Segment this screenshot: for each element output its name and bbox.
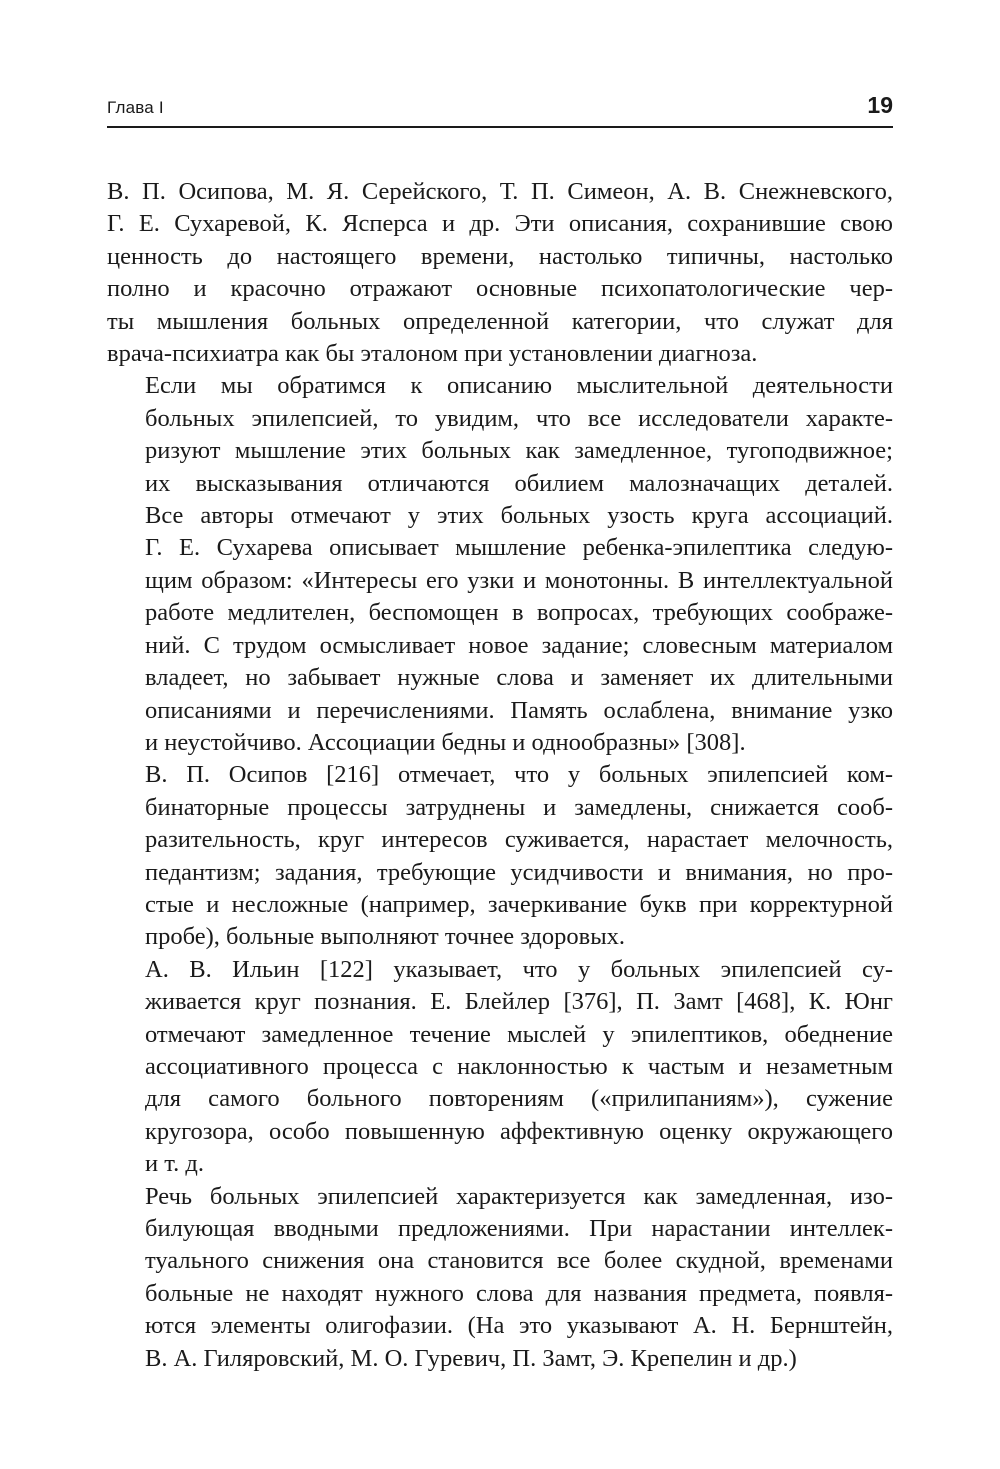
text-line: щим образом: «Интересы его узки и монотонны. В интеллектуальной: [145, 566, 893, 594]
text-line: В. П. Осипова, М. Я. Серейского, Т. П. Симеон, А. В. Снежневского,: [107, 178, 893, 205]
text-line: работе медлителен, беспомощен в вопросах, требующих соображе-: [145, 599, 893, 627]
page-number: 19: [867, 92, 893, 118]
paragraph: [107, 1181, 893, 1375]
paragraph: [107, 176, 893, 370]
text-line: ний. С трудом осмысливает новое задание; словесным материалом: [145, 631, 893, 659]
text-line: отмечают замедленное течение мыслей у эпилептиков, обеднение: [145, 1020, 893, 1048]
text-line: бинаторные процессы затруднены и замедлены, снижается сооб-: [145, 793, 893, 821]
text-line: живается круг познания. Е. Блейлер [376], П. Замт [468], К. Юнг: [145, 988, 893, 1016]
text-line: больных эпилепсией, то увидим, что все исследователи характе-: [145, 404, 893, 432]
text-line: полно и красочно отражают основные психопатологические чер-: [107, 275, 893, 303]
text-line: А. В. Ильин [122] указывает, что у больных эпилепсией су-: [145, 955, 893, 983]
text-line: билующая вводными предложениями. При нарастании интеллек-: [145, 1215, 893, 1242]
paragraph: [107, 954, 893, 1181]
paragraph: [107, 370, 893, 759]
text-line: Речь больных эпилепсией характеризуется как замедленная, изо-: [145, 1182, 893, 1210]
text-line: стые и несложные (например, зачеркивание букв при корректурной: [145, 890, 893, 918]
text-line: для самого больного повторениям («прилипаниям»), сужение: [145, 1085, 893, 1113]
running-header: [107, 90, 893, 128]
text-line: Все авторы отмечают у этих больных узость круга ассоциаций.: [145, 502, 893, 530]
text-line: их высказывания отличаются обилием малозначащих деталей.: [145, 469, 893, 497]
text-line: педантизм; задания, требующие усидчивости и внимания, но про-: [145, 858, 893, 886]
text-line: описаниями и перечислениями. Память ослаблена, внимание узко: [145, 696, 893, 724]
book-page: [107, 90, 893, 1375]
text-line: Г. Е. Сухарева описывает мышление ребенка-эпилептика следую-: [145, 534, 893, 562]
paragraph: [107, 759, 893, 953]
text-line: В. П. Осипов [216] отмечает, что у больных эпилепсией ком-: [145, 761, 893, 789]
text-line: Г. Е. Сухаревой, К. Ясперса и др. Эти описания, сохранившие свою: [107, 210, 893, 238]
text-line: разительность, круг интересов суживается, нарастает мелочность,: [145, 826, 893, 854]
text-line: и т. д.: [145, 1150, 204, 1178]
text-line: врача-психиатра как бы эталоном при установлении диагноза.: [107, 340, 758, 368]
text-line: ризуют мышление этих больных как замедленное, тугоподвижное;: [145, 437, 893, 465]
text-line: Если мы обратимся к описанию мыслительной деятельности: [145, 372, 893, 400]
chapter-title: Глава I: [107, 98, 164, 117]
text-line: ценность до настоящего времени, настолько типичны, настолько: [107, 242, 893, 270]
body-text: [107, 176, 893, 1375]
text-line: больные не находят нужного слова для названия предмета, появля-: [145, 1279, 893, 1307]
text-line: ются элементы олигофазии. (На это указывают А. Н. Бернштейн,: [145, 1312, 893, 1340]
text-line: туального снижения она становится все более скудной, временами: [145, 1247, 893, 1275]
text-line: пробе), больные выполняют точнее здоровых.: [145, 923, 626, 951]
text-line: В. А. Гиляровский, М. О. Гуревич, П. Замт, Э. Крепелин и др.): [145, 1344, 797, 1372]
text-line: ассоциативного процесса с наклонностью к частым и незаметным: [145, 1052, 893, 1080]
text-line: кругозора, особо повышенную аффективную оценку окружающего: [145, 1117, 893, 1145]
text-line: и неустойчиво. Ассоциации бедны и однообразны» [308].: [145, 728, 746, 756]
text-line: ты мышления больных определенной категории, что служат для: [107, 307, 893, 335]
text-line: владеет, но забывает нужные слова и заменяет их длительными: [145, 664, 893, 692]
